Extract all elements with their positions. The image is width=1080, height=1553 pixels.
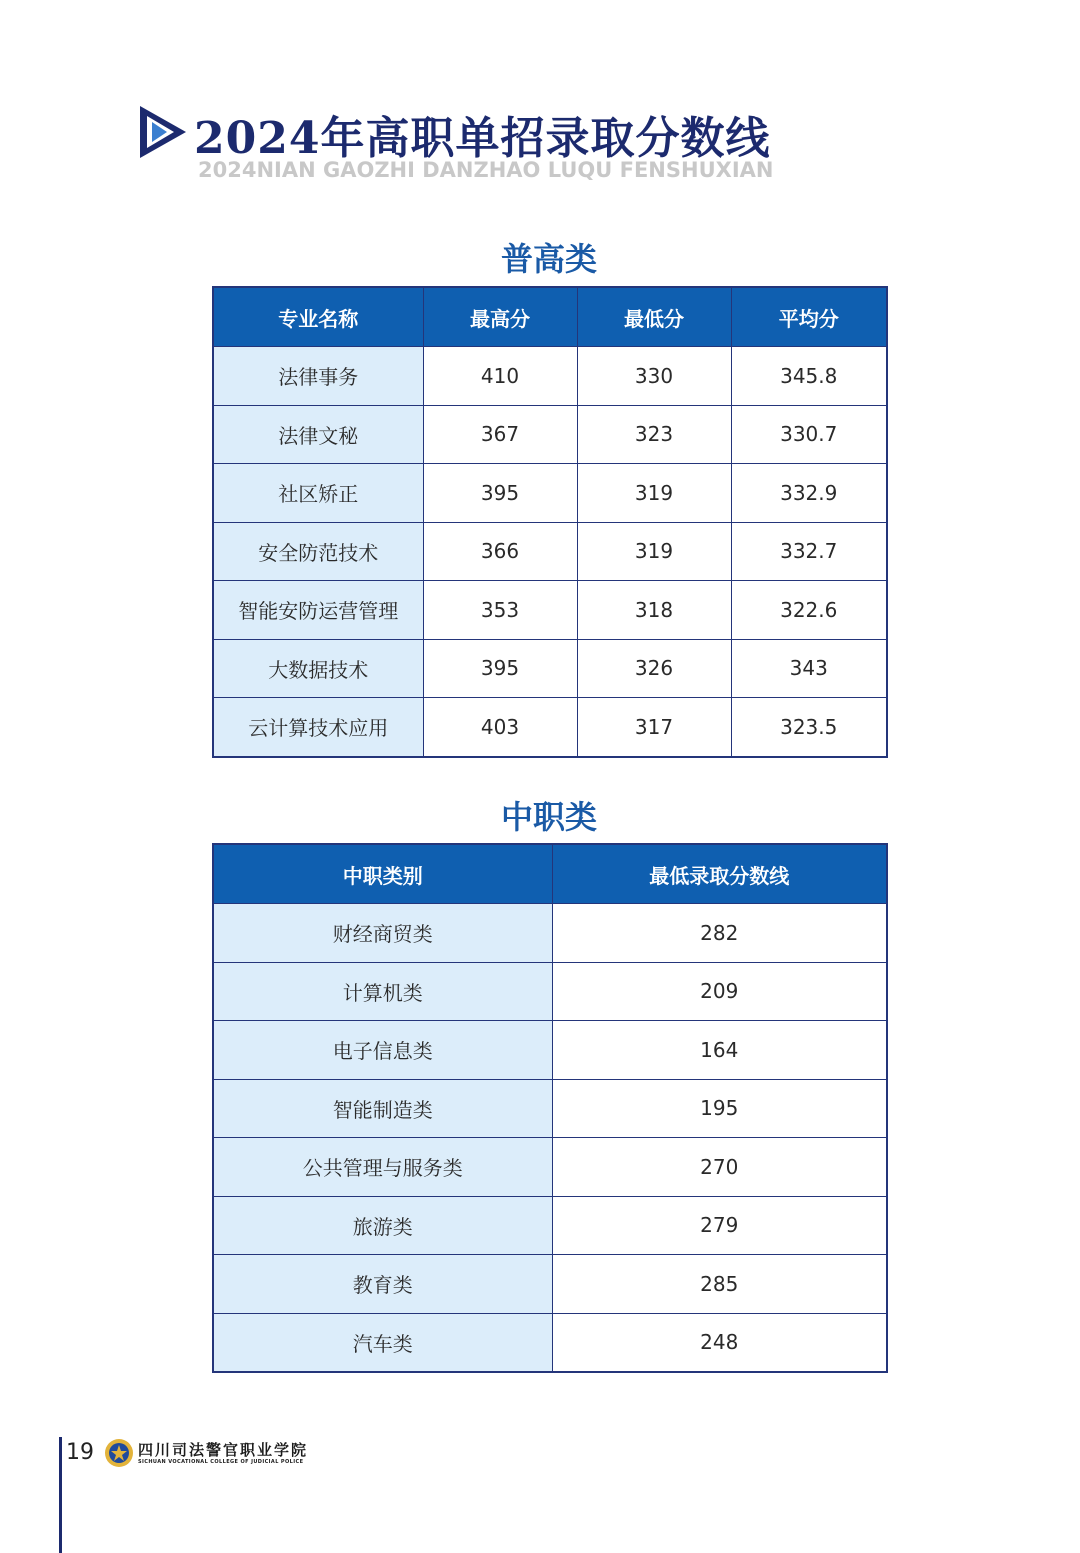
column-header: 最低分	[577, 287, 731, 347]
min-admission-score: 195	[552, 1079, 887, 1138]
min-admission-score: 209	[552, 962, 887, 1021]
min-score: 323	[577, 405, 731, 464]
zhongzhi-table	[212, 843, 888, 1373]
category-name: 智能制造类	[213, 1079, 552, 1138]
major-name: 云计算技术应用	[213, 698, 423, 757]
table-row	[213, 522, 887, 581]
max-score: 395	[423, 464, 577, 523]
min-admission-score: 270	[552, 1138, 887, 1197]
avg-score: 332.9	[731, 464, 887, 523]
max-score: 353	[423, 581, 577, 640]
column-header: 中职类别	[213, 844, 552, 904]
play-triangle-icon	[138, 104, 188, 160]
major-name: 社区矫正	[213, 464, 423, 523]
page-number: 19	[66, 1440, 94, 1465]
max-score: 366	[423, 522, 577, 581]
avg-score: 323.5	[731, 698, 887, 757]
section-title-pugao: 普高类	[500, 240, 597, 278]
major-name: 法律文秘	[213, 405, 423, 464]
category-name: 财经商贸类	[213, 904, 552, 963]
max-score: 395	[423, 639, 577, 698]
category-name: 电子信息类	[213, 1021, 552, 1080]
table-header-row	[213, 287, 887, 347]
police-emblem-icon	[104, 1437, 134, 1469]
major-name: 安全防范技术	[213, 522, 423, 581]
table-row	[213, 962, 887, 1021]
column-header: 专业名称	[213, 287, 423, 347]
avg-score: 322.6	[731, 581, 887, 640]
footer-divider	[59, 1437, 62, 1553]
min-score: 319	[577, 464, 731, 523]
category-name: 教育类	[213, 1255, 552, 1314]
column-header: 最低录取分数线	[552, 844, 887, 904]
column-header: 平均分	[731, 287, 887, 347]
min-score: 326	[577, 639, 731, 698]
min-score: 330	[577, 347, 731, 406]
pugao-table	[212, 286, 888, 758]
column-header: 最高分	[423, 287, 577, 347]
table-row	[213, 1255, 887, 1314]
min-score: 319	[577, 522, 731, 581]
section-title-zhongzhi: 中职类	[500, 798, 597, 836]
table-row	[213, 698, 887, 757]
min-admission-score: 285	[552, 1255, 887, 1314]
major-name: 智能安防运营管理	[213, 581, 423, 640]
avg-score: 332.7	[731, 522, 887, 581]
min-admission-score: 248	[552, 1313, 887, 1372]
page-title: 2024年高职单招录取分数线	[194, 113, 771, 164]
table-row	[213, 1079, 887, 1138]
avg-score: 330.7	[731, 405, 887, 464]
table-row	[213, 1138, 887, 1197]
max-score: 410	[423, 347, 577, 406]
major-name: 法律事务	[213, 347, 423, 406]
max-score: 403	[423, 698, 577, 757]
min-score: 317	[577, 698, 731, 757]
table-row	[213, 639, 887, 698]
avg-score: 345.8	[731, 347, 887, 406]
min-admission-score: 282	[552, 904, 887, 963]
category-name: 汽车类	[213, 1313, 552, 1372]
category-name: 公共管理与服务类	[213, 1138, 552, 1197]
major-name: 大数据技术	[213, 639, 423, 698]
table-row	[213, 581, 887, 640]
min-admission-score: 164	[552, 1021, 887, 1080]
table-header-row	[213, 844, 887, 904]
table-row	[213, 405, 887, 464]
table-row	[213, 464, 887, 523]
table-row	[213, 1313, 887, 1372]
page-header	[138, 100, 898, 190]
table-row	[213, 1021, 887, 1080]
max-score: 367	[423, 405, 577, 464]
category-name: 计算机类	[213, 962, 552, 1021]
avg-score: 343	[731, 639, 887, 698]
table-row	[213, 1196, 887, 1255]
college-name-en: SICHUAN VOCATIONAL COLLEGE OF JUDICIAL POLICE	[138, 1459, 304, 1465]
min-score: 318	[577, 581, 731, 640]
category-name: 旅游类	[213, 1196, 552, 1255]
page-subtitle: 2024NIAN GAOZHI DANZHAO LUQU FENSHUXIAN	[198, 158, 774, 182]
table-row	[213, 904, 887, 963]
min-admission-score: 279	[552, 1196, 887, 1255]
college-name: 四川司法警官职业学院	[138, 1441, 309, 1459]
table-row	[213, 347, 887, 406]
